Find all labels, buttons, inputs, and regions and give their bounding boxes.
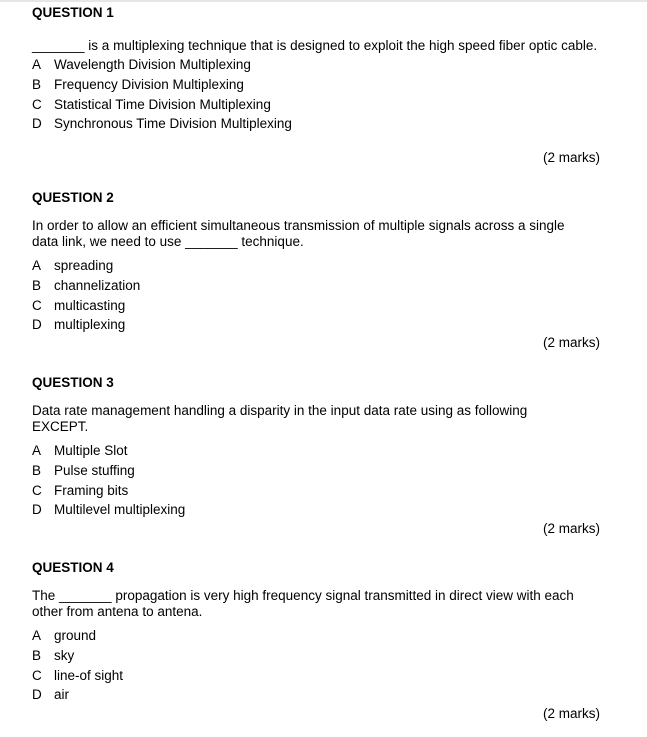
marks-label: (2 marks) bbox=[543, 521, 600, 536]
option-letter: C bbox=[32, 96, 42, 112]
marks-label: (2 marks) bbox=[543, 706, 600, 721]
question-title: QUESTION 4 bbox=[32, 560, 114, 575]
option-text: multicasting bbox=[54, 297, 126, 313]
option-c bbox=[32, 481, 612, 501]
option-letter: C bbox=[32, 482, 42, 498]
top-divider bbox=[0, 0, 647, 2]
option-a bbox=[32, 55, 612, 75]
option-text: Framing bits bbox=[54, 482, 129, 498]
option-d bbox=[32, 500, 612, 520]
question-text: In order to allow an efficient simultaneous transmission of multiple signals across a single data link, we need to use _______ technique. bbox=[32, 218, 565, 249]
option-letter: B bbox=[32, 277, 42, 293]
option-letter: A bbox=[32, 443, 42, 458]
option-text: Synchronous Time Division Multiplexing bbox=[54, 116, 292, 132]
options-list bbox=[32, 55, 612, 134]
question-text: _______ is a multiplexing technique that is designed to exploit the high speed fiber optic cable. bbox=[32, 38, 598, 53]
option-d bbox=[32, 685, 612, 705]
question-1 bbox=[32, 5, 612, 134]
option-b bbox=[32, 75, 612, 95]
option-text: Frequency Division Multiplexing bbox=[54, 76, 244, 92]
question-title: QUESTION 3 bbox=[32, 375, 114, 390]
option-letter: A bbox=[32, 628, 42, 643]
option-a bbox=[32, 256, 612, 276]
option-letter: B bbox=[32, 647, 42, 663]
options-list bbox=[32, 626, 612, 705]
options-list bbox=[32, 256, 612, 335]
question-title: QUESTION 1 bbox=[32, 5, 114, 20]
option-text: Statistical Time Division Multiplexing bbox=[54, 96, 271, 112]
option-letter: A bbox=[32, 57, 42, 72]
question-2 bbox=[32, 190, 612, 335]
option-letter: D bbox=[32, 317, 42, 333]
option-b bbox=[32, 646, 612, 666]
option-letter: D bbox=[32, 116, 42, 132]
option-text: Wavelength Division Multiplexing bbox=[54, 57, 251, 72]
option-letter: D bbox=[32, 502, 42, 518]
option-c bbox=[32, 296, 612, 316]
option-b bbox=[32, 276, 612, 296]
question-text: Data rate management handling a disparity in the input data rate using as following EXCEPT. bbox=[32, 403, 528, 434]
question-4 bbox=[32, 560, 612, 705]
option-letter: D bbox=[32, 687, 42, 703]
option-d bbox=[32, 114, 612, 134]
option-text: sky bbox=[54, 647, 75, 663]
option-b bbox=[32, 461, 612, 481]
option-text: ground bbox=[54, 628, 97, 643]
marks-label: (2 marks) bbox=[543, 335, 600, 350]
option-d bbox=[32, 315, 612, 335]
option-a bbox=[32, 626, 612, 646]
question-title: QUESTION 2 bbox=[32, 190, 114, 205]
option-c bbox=[32, 95, 612, 115]
options-list bbox=[32, 441, 612, 520]
option-c bbox=[32, 666, 612, 686]
option-letter: C bbox=[32, 667, 42, 683]
option-letter: C bbox=[32, 297, 42, 313]
option-text: spreading bbox=[54, 258, 114, 273]
option-text: channelization bbox=[54, 277, 141, 293]
option-a bbox=[32, 441, 612, 461]
option-letter: B bbox=[32, 462, 42, 478]
option-text: multiplexing bbox=[54, 317, 126, 333]
option-letter: A bbox=[32, 258, 42, 273]
option-text: Pulse stuffing bbox=[54, 462, 135, 478]
marks-label: (2 marks) bbox=[543, 150, 600, 165]
option-text: Multilevel multiplexing bbox=[54, 502, 186, 518]
question-3 bbox=[32, 375, 612, 520]
option-letter: B bbox=[32, 76, 42, 92]
option-text: line-of sight bbox=[54, 667, 124, 683]
option-text: air bbox=[54, 687, 70, 703]
question-text: The _______ propagation is very high frequency signal transmitted in direct view with each other from antena to antena. bbox=[32, 588, 574, 619]
option-text: Multiple Slot bbox=[54, 443, 128, 458]
